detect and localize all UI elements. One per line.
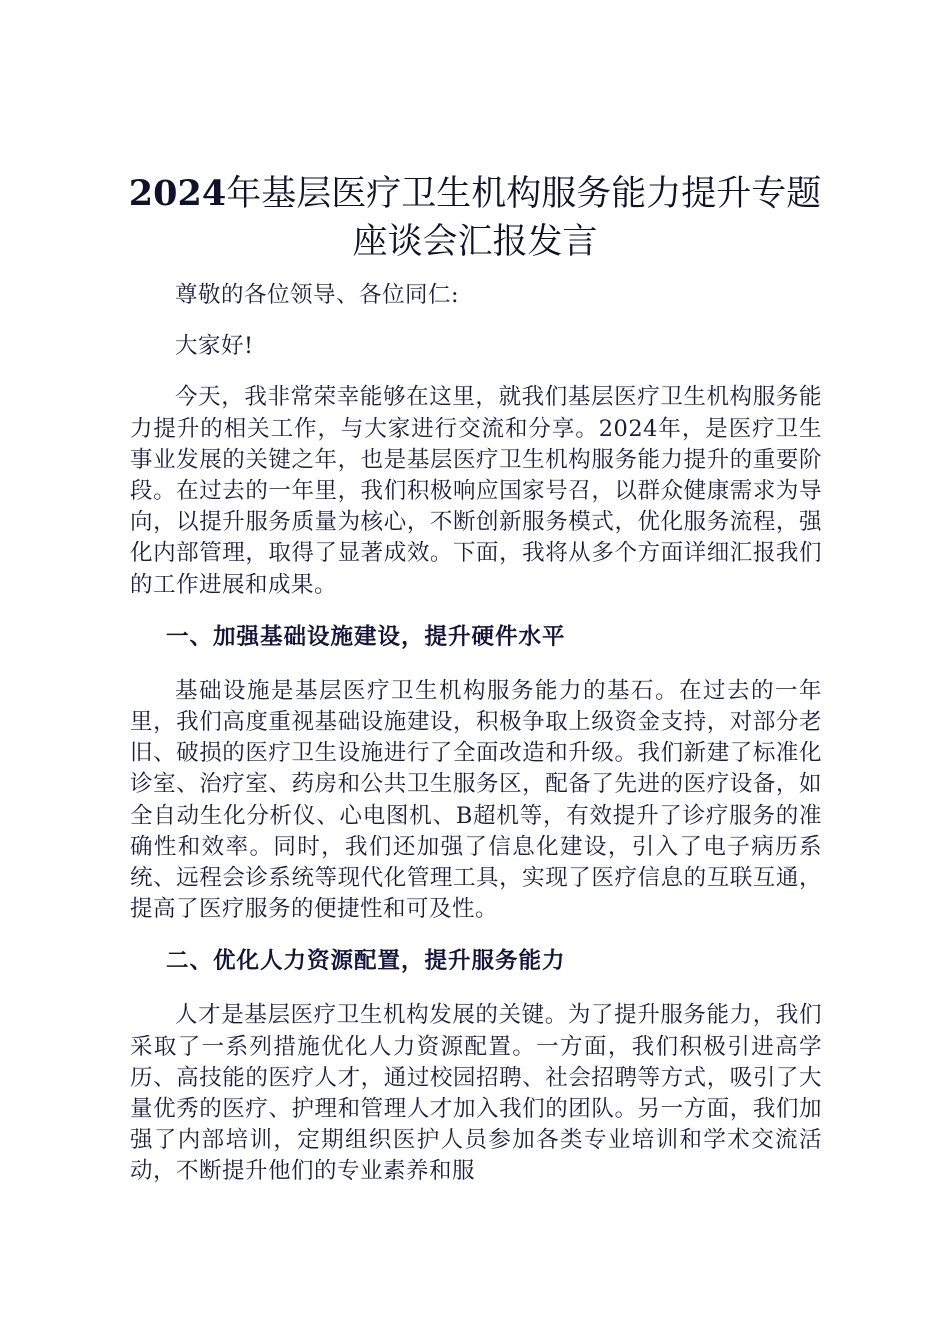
greeting: 大家好! <box>175 333 254 360</box>
document-body <box>130 280 822 1209</box>
intro-paragraph: 今天，我非常荣幸能够在这里，就我们基层医疗卫生机构服务能力提升的相关工作，与大家进行交流和分享。2024年，是医疗卫生事业发展的关键之年，也是基层医疗卫生机构服务能力提升的重要阶段。在过去的一年里，我们积极响应国家号召，以群众健康需求为导向，以提升服务质量为核心，不断创新服务模式，优化服务流程，强化内部管理，取得了显著成效。下面，我将从多个方面详细汇报我们的工作进展和成果。 <box>130 384 822 598</box>
section-body-1: 基础设施是基层医疗卫生机构服务能力的基石。在过去的一年里，我们高度重视基础设施建设，积极争取上级资金支持，对部分老旧、破损的医疗卫生设施进行了全面改造和升级。我们新建了标准化诊室、治疗室、药房和公共卫生服务区，配备了先进的医疗设备，如全自动生化分析仪、心电图机、B超机等，有效提升了诊疗服务的准确性和效率。同时，我们还加强了信息化建设，引入了电子病历系统、远程会诊系统等现代化管理工具，实现了医疗信息的互联互通，提高了医疗服务的便捷性和可及性。 <box>130 677 822 923</box>
section-body-2: 人才是基层医疗卫生机构发展的关键。为了提升服务能力，我们采取了一系列措施优化人力资源配置。一方面，我们积极引进高学历、高技能的医疗人才，通过校园招聘、社会招聘等方式，吸引了大量优秀的医疗、护理和管理人才加入我们的团队。另一方面，我们加强了内部培训，定期组织医护人员参加各类专业培训和学术交流活动，不断提升他们的专业素养和服 <box>130 1002 822 1185</box>
section-heading-1: 一、加强基础设施建设，提升硬件水平 <box>166 623 566 650</box>
title-year: 2024 <box>128 173 227 214</box>
title-line1: 年基层医疗卫生机构服务能力提升专题 <box>226 174 822 214</box>
title-line2: 座谈会汇报发言 <box>352 222 598 262</box>
section-heading-2: 二、优化人力资源配置，提升服务能力 <box>166 948 566 975</box>
document-title <box>100 170 850 266</box>
salutation: 尊敬的各位领导、各位同仁: <box>175 282 460 308</box>
